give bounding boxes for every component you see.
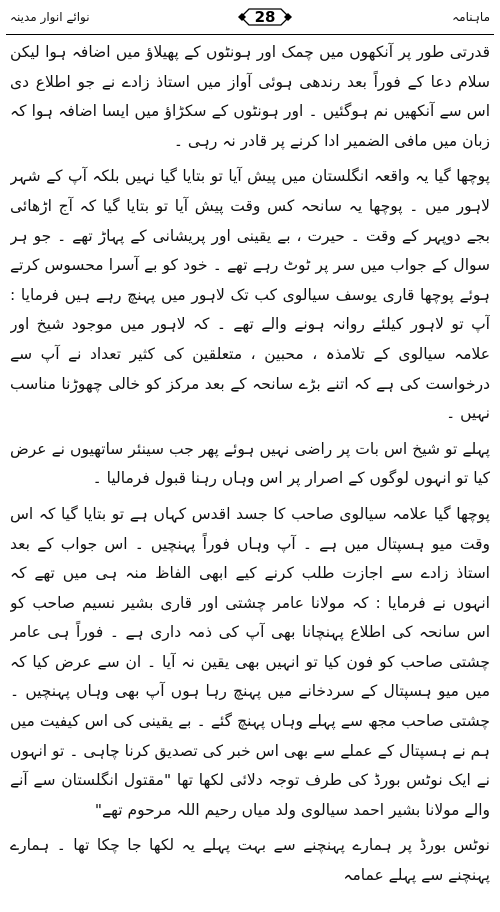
section-title: نوائے انوار مدینہ <box>10 10 90 24</box>
paragraph: قدرتی طور پر آنکھوں میں چمک اور ہونٹوں کے پھیلاؤ میں اضافہ ہوا لیکن سلام دعا کے فوراً بعد رندھی ہوئی آواز میں استاذ زادے نے جو اطلاع دی اس سے آنکھیں نم ہوگئیں ۔ اور ہونٹوں کے سکڑاؤ میں ایسا اضافہ ہوا کہ زبان میں مافی الضمیر ادا کرنے پر قادر نہ رہی ۔ <box>10 43 490 150</box>
paragraph: نوٹس بورڈ پر ہمارے پہنچنے سے بہت پہلے یہ لکھا جا چکا تھا ۔ ہمارے پہنچنے سے پہلے عمامہ <box>10 836 490 885</box>
page-number-ornament <box>237 4 293 30</box>
paragraph: پہلے تو شیخ اس بات پر راضی نہیں ہوئے پھر جب سینئر ساتھیوں نے عرض کیا تو انہوں لوگوں کے اصرار پر اس وہاں رہنا قبول فرمالیا ۔ <box>10 439 490 488</box>
page-header <box>10 2 490 32</box>
paragraph: پوچھا گیا علامہ سیالوی صاحب کا جسد اقدس کہاں ہے تو بتایا گیا کہ اس وقت میو ہسپتال میں ہے ۔ آپ وہاں فوراً پہنچیں ۔ اس جواب کے بعد استاذ زادے سے اجازت طلب کرنے کیے ابھی الفاظ منہ ہی میں تھے کہ انہوں نے فرمایا : کہ مولانا عامر چشتی اور قاری بشیر نسیم صاحب کو اس سانحہ کی اطلاع پہنچانا بھی آپ کی ذمہ داری ہے ۔ فوراً ہی عامر چشتی صاحب کو فون کیا تو انہیں بھی یقین نہ آیا ۔ ان سے عرض کیا کہ میں میو ہسپتال کے سردخانے میں پہنچ رہا ہوں آپ بھی وہاں پہنچیں ۔ چشتی صاحب مجھ سے پہلے وہاں پہنچ گئے ۔ بے یقینی کی اس کیفیت میں ہم نے ہسپتال کے عملے سے بھی اس خبر کی تصدیق کرنا چاہی ۔ تو انہوں نے ایک نوٹس بورڈ کی طرف توجہ دلائی لکھا تھا "مقتول انگلستان سے آنے والے مولانا بشیر احمد سیالوی ولد میاں رحیم اللہ مرحوم تھے" <box>10 504 490 819</box>
header-divider <box>6 34 494 35</box>
magazine-name: ماہنامہ <box>452 10 490 24</box>
article-body <box>10 38 490 910</box>
page-number: 28 <box>254 8 276 26</box>
paragraph: پوچھا گیا یہ واقعہ انگلستان میں پیش آیا تو بتایا گیا نہیں بلکہ آپ کے شہر لاہور میں ۔ پوچھا یہ سانحہ کس وقت پیش آیا تو بتایا گیا کہ آج اڑھائی بجے دوپہر کے وقت ۔ حیرت ، بے یقینی اور پریشانی کے پہاڑ تھے ۔ جو ہر سوال کے جواب میں سر پر ٹوٹ رہے تھے ۔ خود کو بے آسرا محسوس کرتے ہوئے پوچھا قاری یوسف سیالوی کب تک لاہور میں پہنچ رہے ہیں فرمایا : آپ تو لاہور کیلئے روانہ ہونے والے تھے ۔ کہ لاہور میں موجود شیخ اور علامہ سیالوی کے تلامذہ ، محبین ، متعلقین کی کثیر تعداد نے آپ سے درخواست کی ہے کہ اتنے بڑے سانحہ کے بعد مرکز کو خالی چھوڑنا مناسب نہیں ۔ <box>10 167 490 423</box>
